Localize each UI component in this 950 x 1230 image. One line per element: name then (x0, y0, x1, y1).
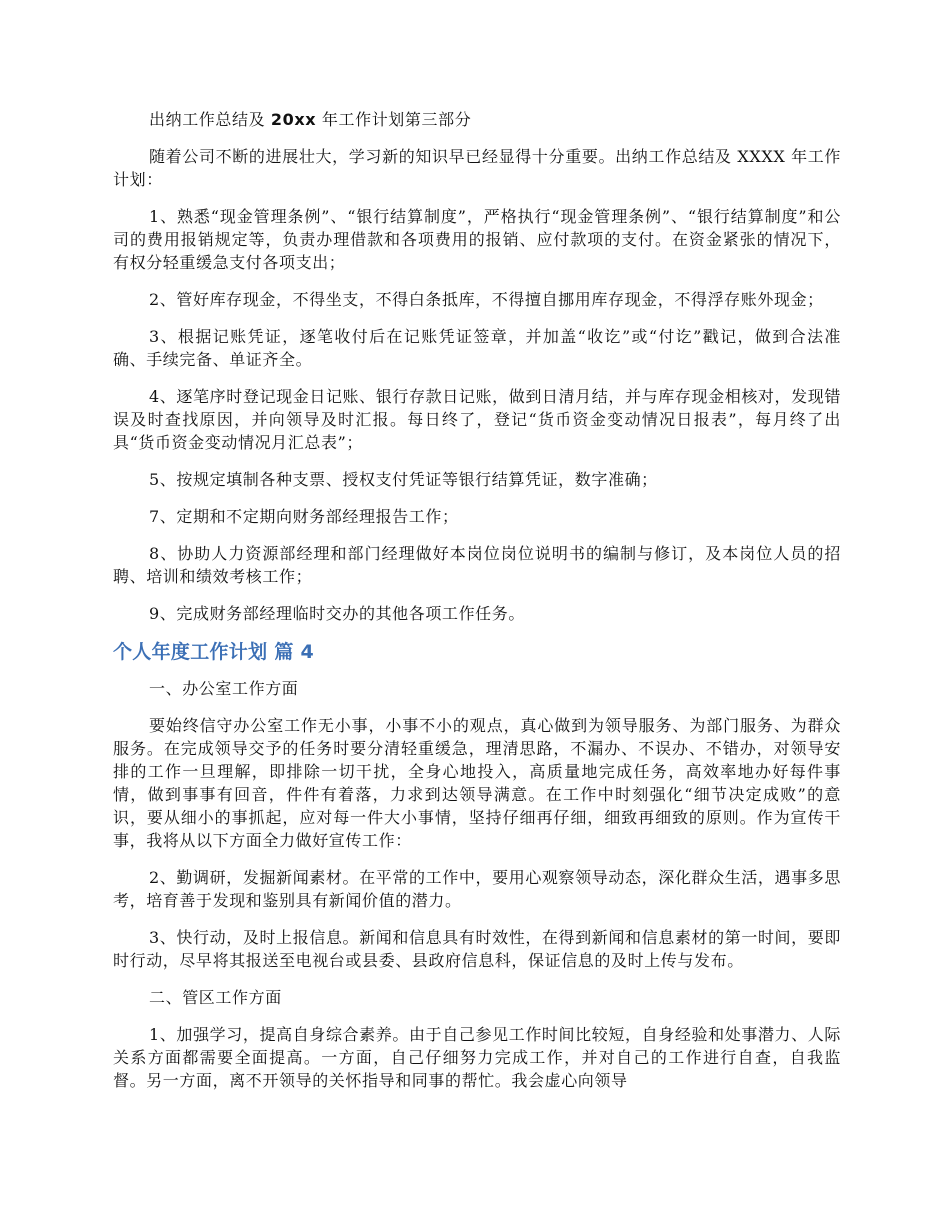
document-intro-title (113, 108, 841, 131)
paragraph: 9、完成财务部经理临时交办的其他各项工作任务。 (149, 604, 525, 623)
paragraph: 3、根据记账凭证，逐笔收付后在记账凭证签章，并加盖“收讫”或“付讫”戳记，做到合法准确、手续完备、单证齐全。 (113, 327, 841, 369)
paragraph: 2、勤调研，发掘新闻素材。在平常的工作中，要用心观察领导动态，深化群众生活，遇事多思考，培育善于发现和鉴别具有新闻价值的潜力。 (113, 868, 841, 910)
paragraph: 8、协助人力资源部经理和部门经理做好本岗位岗位说明书的编制与修订，及本岗位人员的招聘、培训和绩效考核工作； (113, 544, 841, 586)
intro-title-suffix: 年工作计划第三部分 (316, 110, 472, 129)
section-heading: 个人年度工作计划 篇 4 (113, 641, 315, 663)
paragraph: 1、熟悉“现金管理条例”、“银行结算制度”，严格执行“现金管理条例”、“银行结算制度”和公司的费用报销规定等，负责办理借款和各项费用的报销、应付款项的支付。在资金紧张的情况下，有权分轻重缓急支付各项支出； (113, 207, 841, 272)
document-page (113, 108, 841, 1106)
paragraph: 一、办公室工作方面 (149, 679, 299, 698)
paragraph: 随着公司不断的进展壮大，学习新的知识早已经显得十分重要。出纳工作总结及 XXXX 年工作计划： (113, 147, 841, 189)
paragraph: 5、按规定填制各种支票、授权支付凭证等银行结算凭证，数字准确； (149, 470, 658, 489)
paragraph: 7、定期和不定期向财务部经理报告工作； (149, 507, 459, 526)
paragraph: 1、加强学习，提高自身综合素养。由于自己参见工作时间比较短，自身经验和处事潜力、人际关系方面都需要全面提高。一方面，自己仔细努力完成工作，并对自己的工作进行自查，自我监督。另一方面，离不开领导的关怀指导和同事的帮忙。我会虚心向领导 (113, 1025, 841, 1090)
intro-title-prefix: 出纳工作总结及 (149, 110, 271, 129)
paragraph: 要始终信守办公室工作无小事，小事不小的观点，真心做到为领导服务、为部门服务、为群众服务。在完成领导交予的任务时要分清轻重缓急，理清思路，不漏办、不误办、不错办，对领导安排的工作一旦理解，即排除一切干扰，全身心地投入，高质量地完成任务，高效率地办好每件事情，做到事事有回音，件件有着落，力求到达领导满意。在工作中时刻强化“细节决定成败”的意识，要从细小的事抓起，应对每一件大小事情，坚持仔细再仔细，细致再细致的原则。作为宣传干事，我将从以下方面全力做好宣传工作： (113, 716, 841, 850)
intro-title-year: 20xx (270, 110, 317, 129)
paragraph: 二、管区工作方面 (149, 988, 282, 1007)
paragraph: 4、逐笔序时登记现金日记账、银行存款日记账，做到日清月结，并与库存现金相核对，发现错误及时查找原因，并向领导及时汇报。每日终了，登记“货币资金变动情况日报表”，每月终了出具“货币资金变动情况月汇总表”； (113, 387, 841, 452)
paragraph: 3、快行动，及时上报信息。新闻和信息具有时效性，在得到新闻和信息素材的第一时间，要即时行动，尽早将其报送至电视台或县委、县政府信息科，保证信息的及时上传与发布。 (113, 928, 841, 970)
paragraph: 2、管好库存现金，不得坐支，不得白条抵库，不得擅自挪用库存现金，不得浮存账外现金； (149, 290, 824, 309)
